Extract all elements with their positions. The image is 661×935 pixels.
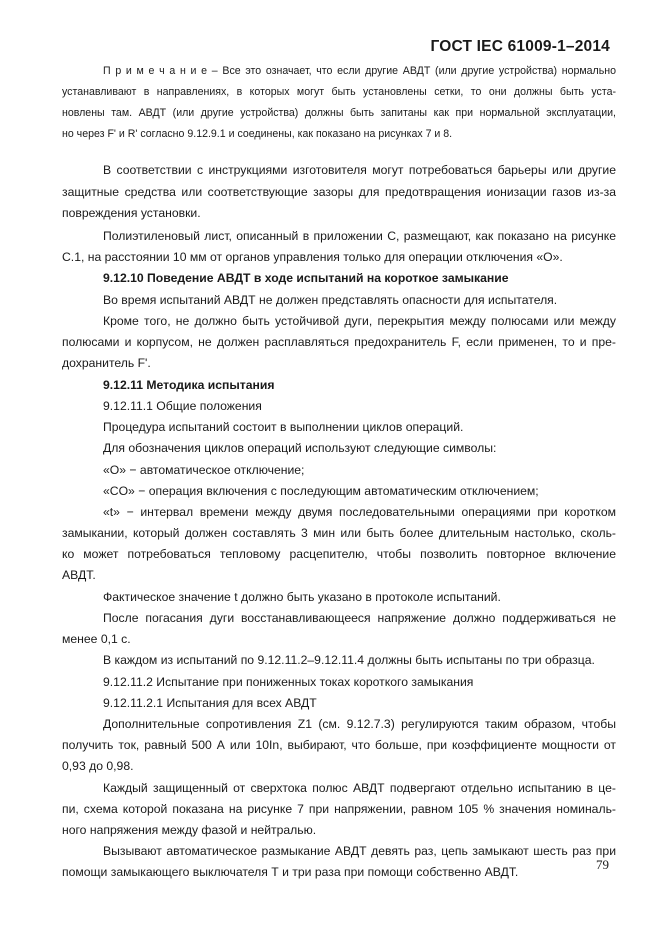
paragraph-line: АВДТ. (62, 568, 96, 582)
paragraph-line: пи, схема которой показана на рисунке 7 при напряжении, равном 105 % значения номиналь- (62, 802, 616, 816)
paragraph-line: ного напряжения между фазой и нейтралью. (62, 823, 317, 837)
paragraph-line: 0,93 до 0,98. (62, 759, 134, 773)
note-line-1: П р и м е ч а н и е – Все это означает, что если другие АВДТ (или другие устройства) нормально (103, 65, 616, 77)
paragraph-line: получить ток, равный 500 А или 10In, выбирают, что больше, при коэффициенте мощности от (62, 738, 616, 752)
paragraph-line: ко может потребоваться тепловому расцепителю, чтобы позволить повторное включение (62, 547, 616, 561)
paragraph-line: Процедура испытаний состоит в выполнении циклов операций. (103, 420, 464, 434)
paragraph-line: помощи замыкающего выключателя Т и три раза при помощи собственно АВДТ. (62, 865, 519, 879)
section-heading-9-12-11: 9.12.11 Методика испытания (103, 378, 275, 392)
paragraph-line: В соответствии с инструкциями изготовителя могут потребоваться барьеры или другие (103, 163, 616, 177)
paragraph-line: замыкании, который должен составлять 3 мин или быть более длительным настолько, сколь- (62, 526, 616, 540)
paragraph-line: Кроме того, не должно быть устойчивой дуги, перекрытия между полюсами или между (103, 314, 616, 328)
paragraph-line: защитные средства или соответствующие зазоры для предотвращения ионизации газов из-за (62, 185, 616, 199)
symbol-definition: «O» − автоматическое отключение; (103, 463, 305, 477)
paragraph-line: полюсами и корпусом, не должен расплавляться предохранитель F, если применен, то и пре- (62, 335, 616, 349)
paragraph-line: Во время испытаний АВДТ не должен представлять опасности для испытателя. (103, 293, 558, 307)
note-line-4: но через F' и R' согласно 9.12.9.1 и соединены, как показано на рисунках 7 и 8. (62, 128, 453, 140)
paragraph-line: Для обозначения циклов операций используют следующие символы: (103, 441, 497, 455)
paragraph-line: повреждения установки. (62, 206, 201, 220)
paragraph-line: Полиэтиленовый лист, описанный в приложении С, размещают, как показано на рисунке (103, 229, 616, 243)
subsection-heading: 9.12.11.2 Испытание при пониженных токах короткого замыкания (103, 675, 474, 689)
symbol-definition: «CO» − операция включения с последующим автоматическим отключением; (103, 484, 539, 498)
note-line-3: новлены там. АВДТ (или другие устройства) должны быть запитаны как при нормальной эксплуатации, (62, 107, 616, 119)
paragraph-line: После погасания дуги восстанавливающееся напряжение должно поддерживаться не (103, 611, 616, 625)
note-line-2: устанавливают в направлениях, в которых могут быть установлены сетки, то они должны быть уста- (62, 86, 616, 98)
subsection-heading: 9.12.11.1 Общие положения (103, 399, 262, 413)
page-number: 79 (596, 857, 609, 872)
paragraph-line: С.1, на расстоянии 10 мм от органов управления только для операции отключения «О». (62, 250, 563, 264)
subsection-heading: 9.12.11.2.1 Испытания для всех АВДТ (103, 696, 317, 710)
paragraph-line: менее 0,1 с. (62, 632, 131, 646)
section-heading-9-12-10: 9.12.10 Поведение АВДТ в ходе испытаний на короткое замыкание (103, 271, 509, 285)
paragraph-line: Каждый защищенный от сверхтока полюс АВДТ подвергают отдельно испытанию в це- (103, 781, 616, 795)
paragraph-line: дохранитель F'. (62, 356, 151, 370)
symbol-definition: «t» − интервал времени между двумя последовательными операциями при коротком (103, 505, 616, 519)
paragraph-line: В каждом из испытаний по 9.12.11.2–9.12.11.4 должны быть испытаны по три образца. (103, 653, 595, 667)
paragraph-line: Фактическое значение t должно быть указано в протоколе испытаний. (103, 590, 501, 604)
document-header: ГОСТ IEC 61009-1–2014 (430, 38, 610, 55)
paragraph-line: Вызывают автоматическое размыкание АВДТ девять раз, цепь замыкают шесть раз при (103, 844, 616, 858)
paragraph-line: Дополнительные сопротивления Z1 (см. 9.12.7.3) регулируются таким образом, чтобы (103, 717, 616, 731)
